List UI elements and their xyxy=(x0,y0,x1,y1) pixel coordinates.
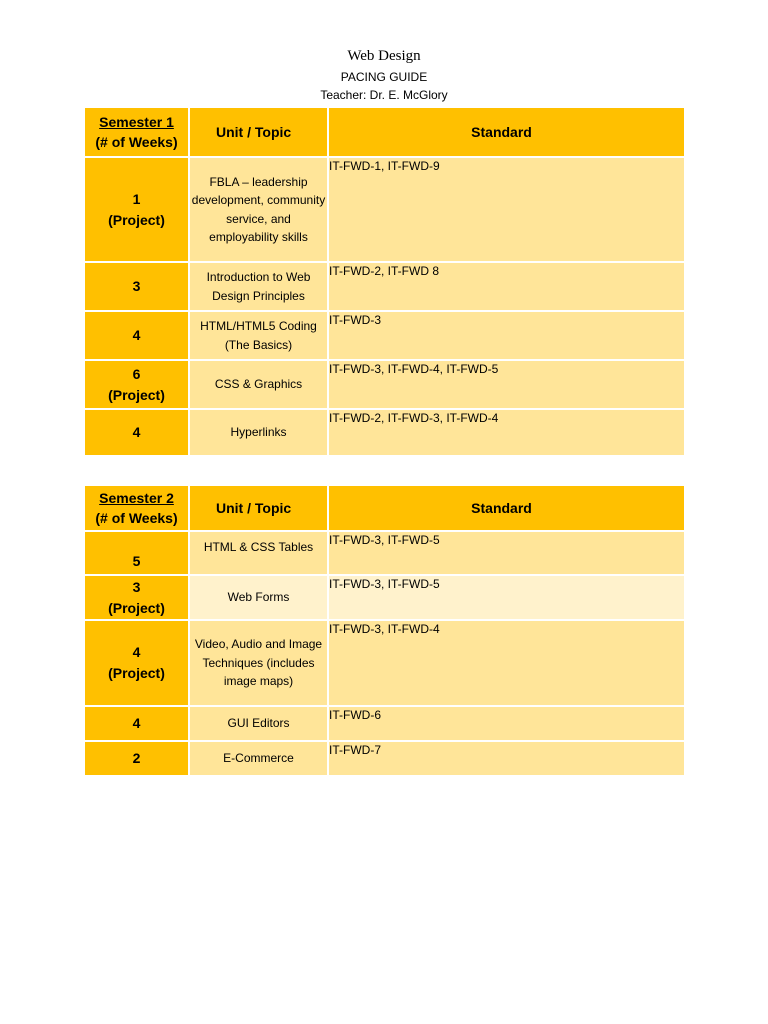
table-row xyxy=(85,741,684,775)
weeks-value: 4 xyxy=(132,327,141,343)
standard-cell: IT-FWD-2, IT-FWD 8 xyxy=(328,262,684,311)
standard-cell: IT-FWD-3, IT-FWD-4 xyxy=(328,620,684,706)
table-row xyxy=(85,620,684,706)
weeks-value: 4 xyxy=(132,424,141,440)
table-row xyxy=(85,360,684,409)
weeks-value: 5 xyxy=(132,553,141,569)
unit-topic-cell: Web Forms xyxy=(189,575,328,620)
document-subtitle: PACING GUIDE xyxy=(340,70,428,84)
unit-topic-cell: CSS & Graphics xyxy=(189,360,328,409)
standard-cell: IT-FWD-3, IT-FWD-4, IT-FWD-5 xyxy=(328,360,684,409)
unit-topic-cell: HTML & CSS Tables xyxy=(189,531,328,575)
standard-header: Standard xyxy=(328,486,684,531)
standard-cell: IT-FWD-2, IT-FWD-3, IT-FWD-4 xyxy=(328,409,684,455)
semester-header xyxy=(85,108,189,157)
teacher-line: Teacher: Dr. E. McGlory xyxy=(320,88,448,102)
unit-topic-cell: Introduction to Web Design Principles xyxy=(189,262,328,311)
document-title: Web Design xyxy=(347,48,421,64)
weeks-note: (Project) xyxy=(108,599,165,616)
weeks-value: 4 xyxy=(132,644,141,660)
unit-topic-cell: FBLA – leadership development, community service, and employability skills xyxy=(189,157,328,262)
weeks-value: 1 xyxy=(132,190,141,207)
weeks-value: 2 xyxy=(132,750,141,766)
unit-topic-cell: HTML/HTML5 Coding (The Basics) xyxy=(189,311,328,360)
weeks-cell xyxy=(85,157,189,262)
standard-cell: IT-FWD-3, IT-FWD-5 xyxy=(328,575,684,620)
unit-topic-cell: Hyperlinks xyxy=(189,409,328,455)
weeks-cell xyxy=(85,575,189,620)
weeks-note: (Project) xyxy=(108,211,165,228)
table-row xyxy=(85,531,684,575)
unit-topic-cell: Video, Audio and Image Techniques (includes image maps) xyxy=(189,620,328,706)
standard-header: Standard xyxy=(328,108,684,157)
weeks-note: (Project) xyxy=(108,665,165,681)
weeks-label: (# of Weeks) xyxy=(95,510,178,526)
weeks-cell xyxy=(85,360,189,409)
weeks-cell xyxy=(85,620,189,706)
unit-topic-header: Unit / Topic xyxy=(189,108,328,157)
weeks-value: 3 xyxy=(132,278,141,294)
weeks-cell xyxy=(85,531,189,575)
weeks-cell xyxy=(85,262,189,311)
standard-cell: IT-FWD-1, IT-FWD-9 xyxy=(328,157,684,262)
semester-label: Semester 2 xyxy=(99,490,174,506)
table-row xyxy=(85,311,684,360)
unit-topic-cell: GUI Editors xyxy=(189,706,328,741)
semester-2-table xyxy=(85,486,684,775)
table-header-row xyxy=(85,486,684,531)
weeks-value: 6 xyxy=(132,365,141,382)
table-row xyxy=(85,575,684,620)
weeks-value: 4 xyxy=(132,715,141,731)
weeks-cell xyxy=(85,706,189,741)
table-row xyxy=(85,157,684,262)
semester-header xyxy=(85,486,189,531)
unit-topic-header: Unit / Topic xyxy=(189,486,328,531)
table-row xyxy=(85,706,684,741)
table-row xyxy=(85,409,684,455)
table-header-row xyxy=(85,108,684,157)
weeks-label: (# of Weeks) xyxy=(95,134,178,150)
unit-topic-cell: E-Commerce xyxy=(189,741,328,775)
standard-cell: IT-FWD-3, IT-FWD-5 xyxy=(328,531,684,575)
semester-1-table xyxy=(85,108,684,455)
weeks-cell xyxy=(85,311,189,360)
weeks-cell xyxy=(85,741,189,775)
standard-cell: IT-FWD-7 xyxy=(328,741,684,775)
weeks-value: 3 xyxy=(132,578,141,595)
weeks-cell xyxy=(85,409,189,455)
semester-label: Semester 1 xyxy=(99,114,174,130)
standard-cell: IT-FWD-3 xyxy=(328,311,684,360)
standard-cell: IT-FWD-6 xyxy=(328,706,684,741)
weeks-note: (Project) xyxy=(108,386,165,403)
table-row xyxy=(85,262,684,311)
